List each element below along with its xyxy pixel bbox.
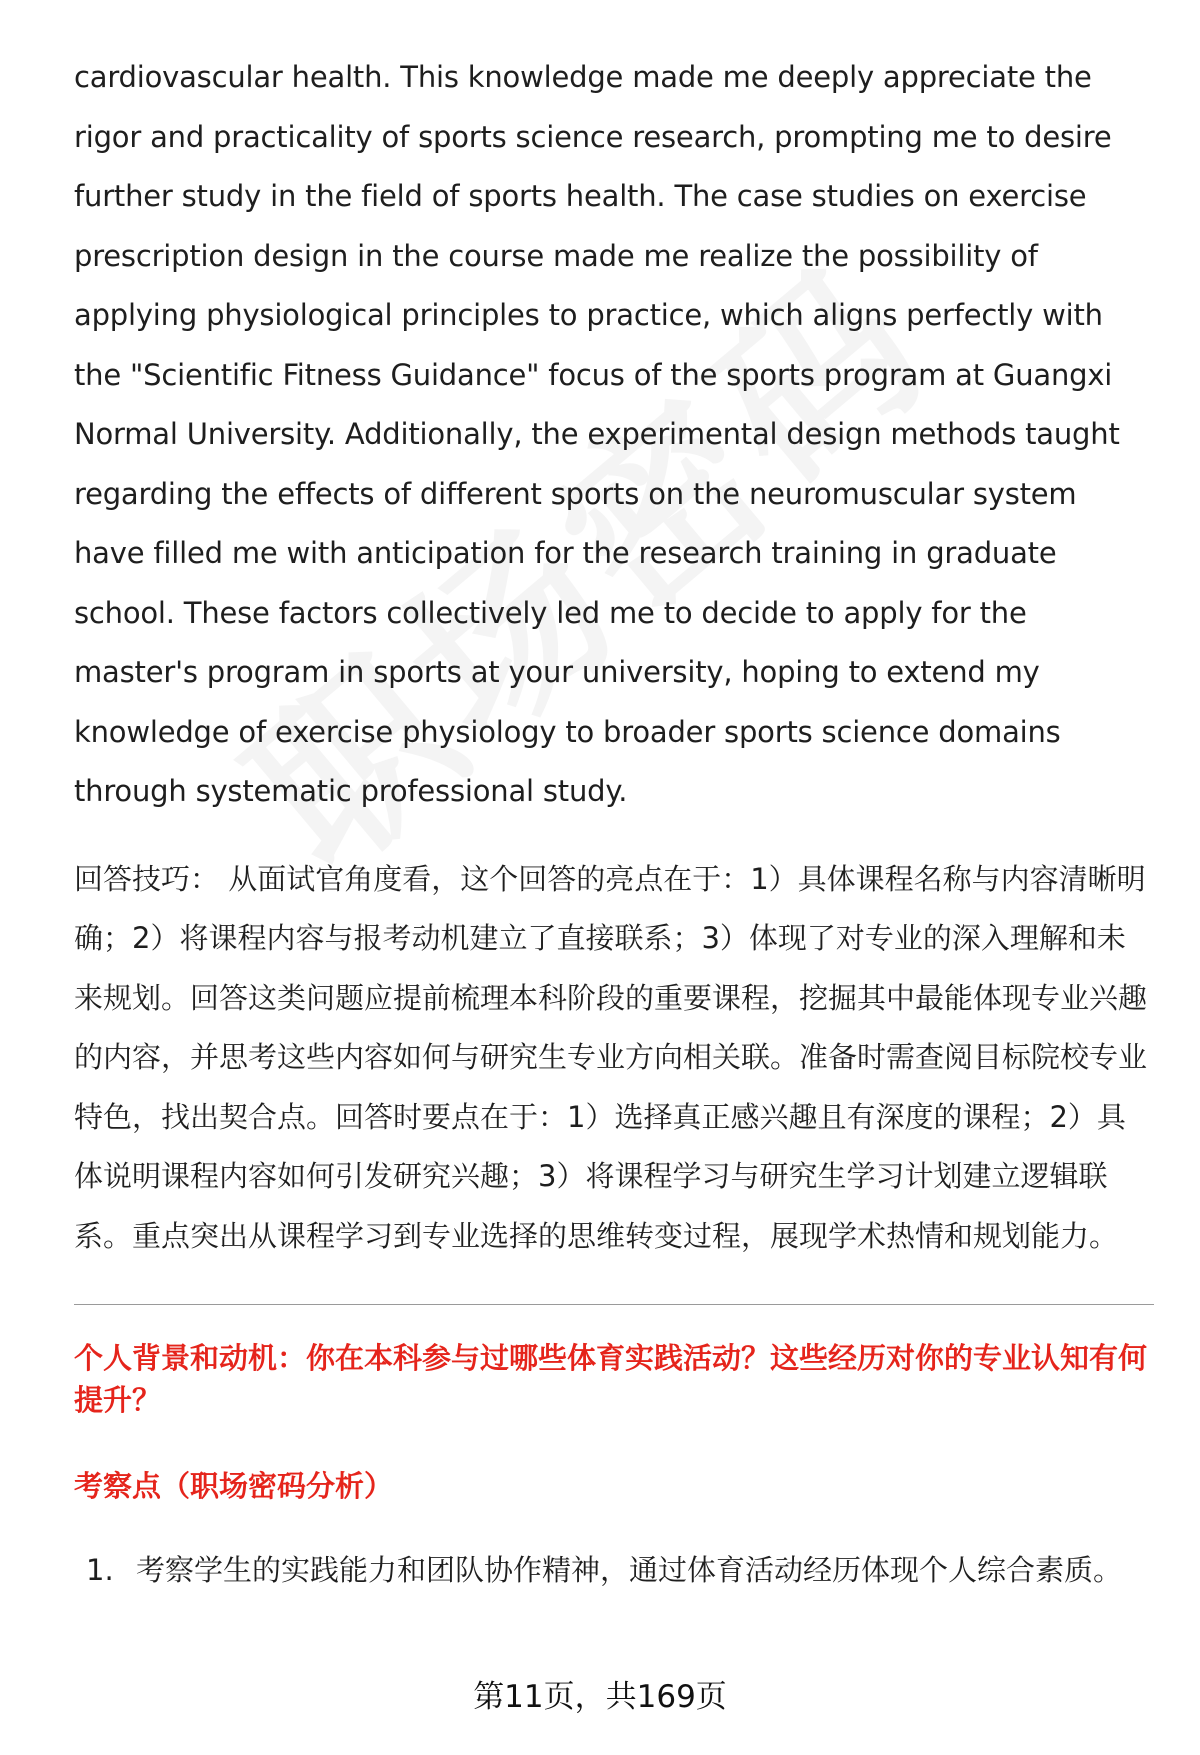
analysis-points-list: [74, 1549, 1154, 1591]
page-content: [74, 48, 1154, 1591]
section-divider: [74, 1304, 1154, 1305]
page-number-footer: 第11页，共169页: [473, 1679, 727, 1715]
english-answer-paragraph: cardiovascular health. This knowledge made me deeply appreciate the rigor and practicality of sports science research, prompting me to desire further study in the field of sports health. The case studies on exercise prescription design in the course made me realize the possibility of applying physiological principles to practice, which aligns perfectly with the "Scientific Fitness Guidance" focus of the sports program at Guangxi Normal University. Additionally, the experimental design methods taught regarding the effects of different sports on the neuromuscular system have filled me with anticipation for the research training in graduate school. These factors collectively led me to decide to apply for the master's program in sports at your university, hoping to extend my knowledge of exercise physiology to broader sports science domains through systematic professional study.: [74, 60, 1120, 808]
list-item-number: 1.: [86, 1553, 114, 1587]
answer-tips-paragraph: 回答技巧： 从面试官角度看，这个回答的亮点在于：1）具体课程名称与内容清晰明确；2）将课程内容与报考动机建立了直接联系；3）体现了对专业的深入理解和未来规划。回答这类问题应提前梳理本科阶段的重要课程，挖掘其中最能体现专业兴趣的内容，并思考这些内容如何与研究生专业方向相关联。准备时需查阅目标院校专业特色，找出契合点。回答时要点在于：1）选择真正感兴趣且有深度的课程；2）具体说明课程内容如何引发研究兴趣；3）将课程学习与研究生学习计划建立逻辑联系。重点突出从课程学习到专业选择的思维转变过程，展现学术热情和规划能力。: [74, 861, 1148, 1253]
question-heading: 个人背景和动机：你在本科参与过哪些体育实践活动？这些经历对你的专业认知有何提升？: [74, 1341, 1148, 1417]
analysis-title: 考察点（职场密码分析）: [74, 1469, 394, 1503]
list-item-text: 考察学生的实践能力和团队协作精神，通过体育活动经历体现个人综合素质。: [136, 1553, 1123, 1587]
list-item: [74, 1549, 1154, 1591]
